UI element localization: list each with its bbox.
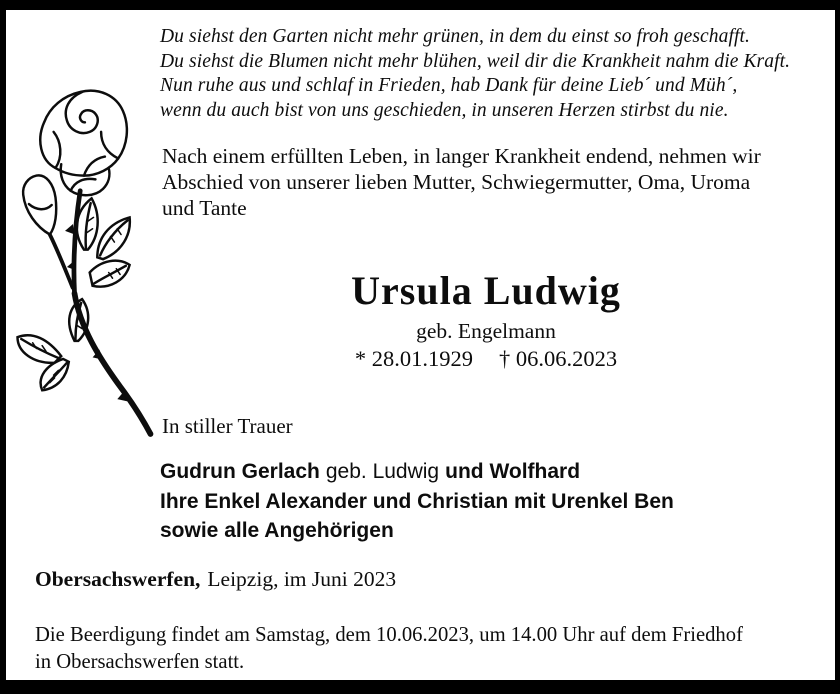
- announcement-line: und Tante: [162, 196, 247, 220]
- rose-icon: [8, 65, 160, 461]
- deceased-block: [151, 267, 821, 372]
- place-date-line: [35, 567, 396, 592]
- funeral-line: in Obersachswerfen statt.: [35, 648, 245, 673]
- poem-line: Du siehst die Blumen nicht mehr blühen, weil dir die Krankheit nahm die Kraft.: [160, 50, 791, 72]
- mourning-intro: In stiller Trauer: [162, 414, 293, 438]
- announcement-line: Abschied von unserer lieben Mutter, Schwiegermutter, Oma, Uroma: [162, 170, 751, 194]
- place-date-rest: Leipzig, im Juni 2023: [207, 567, 397, 591]
- funeral-line: Die Beerdigung findet am Samstag, dem 10.06.2023, um 14.00 Uhr auf dem Friedhof: [35, 622, 743, 646]
- poem-line: Du siehst den Garten nicht mehr grünen, in dem du einst so froh geschafft.: [160, 26, 750, 47]
- funeral-info: [35, 621, 743, 674]
- mourner-maiden-name: geb. Ludwig: [325, 460, 440, 483]
- death-date: † 06.06.2023: [499, 346, 618, 371]
- mourners-block: [160, 457, 674, 546]
- life-dates: [151, 346, 821, 372]
- mourners-line: sowie alle Angehörigen: [160, 519, 394, 542]
- mourners-line: [160, 457, 674, 487]
- announcement-line: Nach einem erfüllten Leben, in langer Krankheit endend, nehmen wir: [162, 144, 761, 168]
- mourner-name: Gudrun Gerlach: [160, 460, 320, 483]
- announcement-text: [162, 143, 761, 221]
- obituary-page: [6, 10, 835, 680]
- memorial-poem: [160, 25, 790, 123]
- poem-line: Nun ruhe aus und schlaf in Frieden, hab Dank für deine Lieb´ und Müh´,: [160, 75, 738, 97]
- place-name: Obersachswerfen,: [35, 567, 201, 591]
- mourners-line: Ihre Enkel Alexander und Christian mit Urenkel Ben: [160, 489, 674, 513]
- maiden-name: geb. Engelmann: [416, 319, 556, 343]
- deceased-name: Ursula Ludwig: [351, 268, 621, 313]
- birth-date: * 28.01.1929: [354, 346, 473, 371]
- poem-line: wenn du auch bist von uns geschieden, in unseren Herzen stirbst du nie.: [160, 99, 729, 121]
- mourner-name: und Wolfhard: [445, 460, 581, 483]
